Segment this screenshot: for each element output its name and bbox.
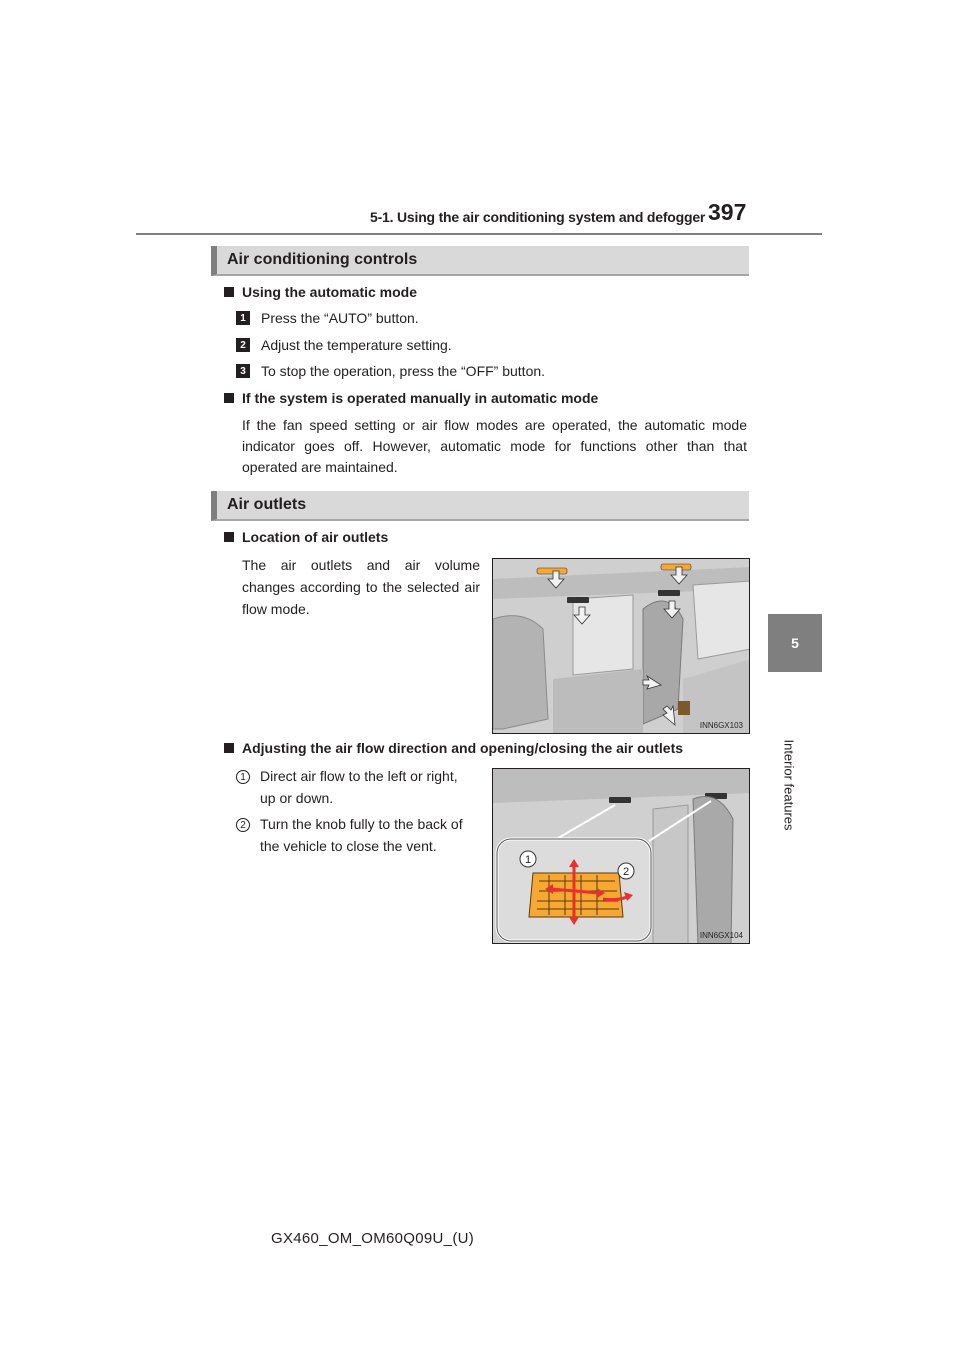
bullet-square-icon — [224, 743, 234, 753]
callout-line: Direct air flow to the left or right, — [260, 768, 458, 784]
step-item — [236, 363, 545, 379]
body-paragraph: The air outlets and air volume changes according to the selected air flow mode. — [242, 557, 480, 617]
bullet-square-icon — [224, 532, 234, 542]
step-number-badge: 3 — [236, 364, 250, 378]
chapter-label-text: Interior features — [781, 739, 797, 831]
subheading-text: If the system is operated manually in automatic mode — [242, 390, 599, 406]
section-heading-ac-controls — [211, 246, 749, 276]
header-divider — [136, 233, 822, 235]
figure-code: INN6GX103 — [699, 721, 743, 730]
footer-doc-code: GX460_OM_OM60Q09U_(U) — [271, 1230, 475, 1247]
figure-label-2: 2 — [622, 866, 630, 878]
cabin-illustration — [493, 559, 750, 734]
chapter-number: 5 — [791, 635, 799, 651]
subheading-text: Location of air outlets — [242, 529, 389, 545]
figure-code: INN6GX104 — [699, 931, 743, 940]
step-number-badge: 1 — [236, 311, 250, 325]
step-item — [236, 337, 452, 353]
subheading-location — [224, 529, 388, 545]
subheading-automatic-mode — [224, 284, 417, 300]
subheading-text: Adjusting the air flow direction and opening/closing the air outlets — [242, 740, 684, 756]
chapter-label — [779, 730, 799, 840]
section-heading-air-outlets — [211, 491, 749, 521]
body-paragraph: If the fan speed setting or air flow modes are operated, the automatic mode indicator goes off. However, automatic mode for functions other than that operated are maintained. — [242, 417, 747, 475]
step-text: To stop the operation, press the “OFF” button. — [261, 363, 546, 379]
figure-vent-adjustment — [492, 768, 750, 944]
step-text: Adjust the temperature setting. — [261, 337, 452, 353]
subheading-manual-in-auto — [224, 390, 598, 406]
callout-text — [260, 813, 463, 857]
callout-line: Turn the knob fully to the back of — [260, 816, 463, 832]
callout-number-2: 2 — [236, 818, 250, 832]
callout-line: up or down. — [260, 790, 334, 806]
figure-label-1: 1 — [524, 854, 532, 866]
callout-text — [260, 765, 458, 809]
step-item — [236, 310, 419, 326]
callout-line: the vehicle to close the vent. — [260, 838, 437, 854]
subheading-adjusting — [224, 740, 683, 756]
running-header: 5-1. Using the air conditioning system and defogger — [370, 209, 706, 225]
subheading-text: Using the automatic mode — [242, 284, 418, 300]
bullet-square-icon — [224, 287, 234, 297]
page-number: 397 — [708, 199, 747, 225]
section-title: Air outlets — [227, 496, 307, 513]
step-number-badge: 2 — [236, 338, 250, 352]
step-text: Press the “AUTO” button. — [261, 310, 419, 326]
vent-illustration — [493, 769, 750, 944]
callout-number-1: 1 — [236, 770, 250, 784]
bullet-square-icon — [224, 393, 234, 403]
chapter-tab — [768, 614, 822, 672]
figure-air-outlet-locations — [492, 558, 750, 734]
section-title: Air conditioning controls — [227, 251, 418, 268]
